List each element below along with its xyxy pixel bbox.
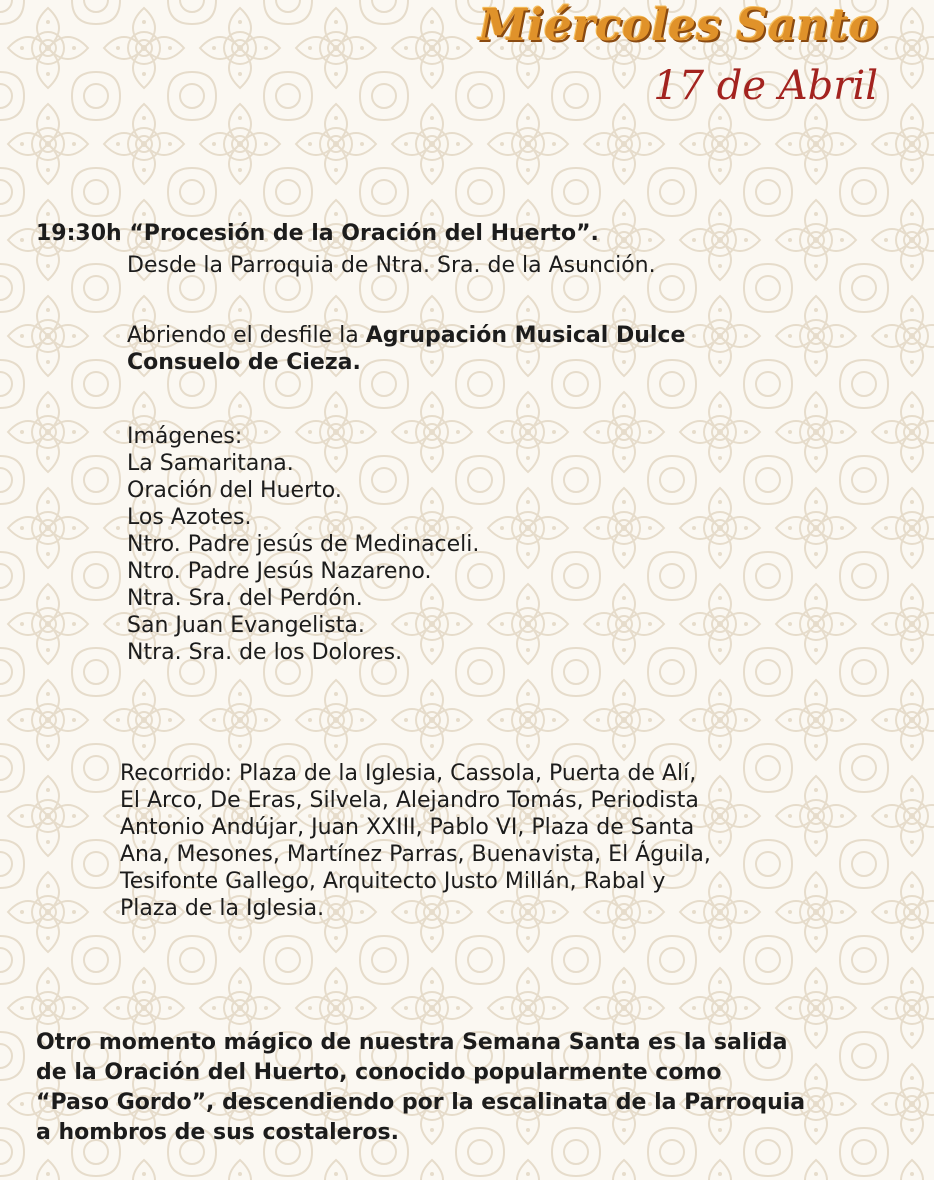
closing-line: a hombros de sus costaleros. [36,1120,399,1145]
list-item: Ntro. Padre Jesús Nazareno. [127,559,432,584]
band-name-line2: Consuelo de Cieza. [127,350,361,375]
event-heading: 19:30h “Procesión de la Oración del Huerto”. [36,221,599,246]
images-list [127,423,479,666]
closing-line: Otro momento mágico de nuestra Semana Santa es la salida [36,1030,788,1055]
page-title: Miércoles Santo [478,0,878,51]
closing-paragraph [36,1028,805,1148]
route-paragraph [120,760,711,922]
band-name-line1: Agrupación Musical Dulce [365,323,686,348]
event-origin: Desde la Parroquia de Ntra. Sra. de la Asunción. [127,253,656,278]
list-item: Ntro. Padre jesús de Medinaceli. [127,532,480,557]
route-line: Ana, Mesones, Martínez Parras, Buenavista, El Águila, [120,842,711,867]
closing-line: de la Oración del Huerto, conocido popularmente como [36,1060,722,1085]
route-line: Antonio Andújar, Juan XXIII, Pablo VI, Plaza de Santa [120,815,695,840]
list-item: San Juan Evangelista. [127,613,365,638]
list-item: Ntra. Sra. de los Dolores. [127,640,403,665]
band-intro: Abriendo el desfile la [127,323,366,348]
page-date: 17 de Abril [653,63,878,109]
list-item: Los Azotes. [127,505,252,530]
closing-line: “Paso Gordo”, descendiendo por la escalinata de la Parroquia [36,1090,806,1115]
route-line: El Arco, De Eras, Silvela, Alejandro Tomás, Periodista [120,788,699,813]
list-item: La Samaritana. [127,451,294,476]
route-line: Plaza de la Iglesia. [120,896,325,921]
list-item: Oración del Huerto. [127,478,342,503]
route-line: Tesifonte Gallego, Arquitecto Justo Millán, Rabal y [120,869,666,894]
route-line: Recorrido: Plaza de la Iglesia, Cassola, Puerta de Alí, [120,761,697,786]
images-label: Imágenes: [127,424,243,449]
band-paragraph [127,322,685,376]
list-item: Ntra. Sra. del Perdón. [127,586,363,611]
